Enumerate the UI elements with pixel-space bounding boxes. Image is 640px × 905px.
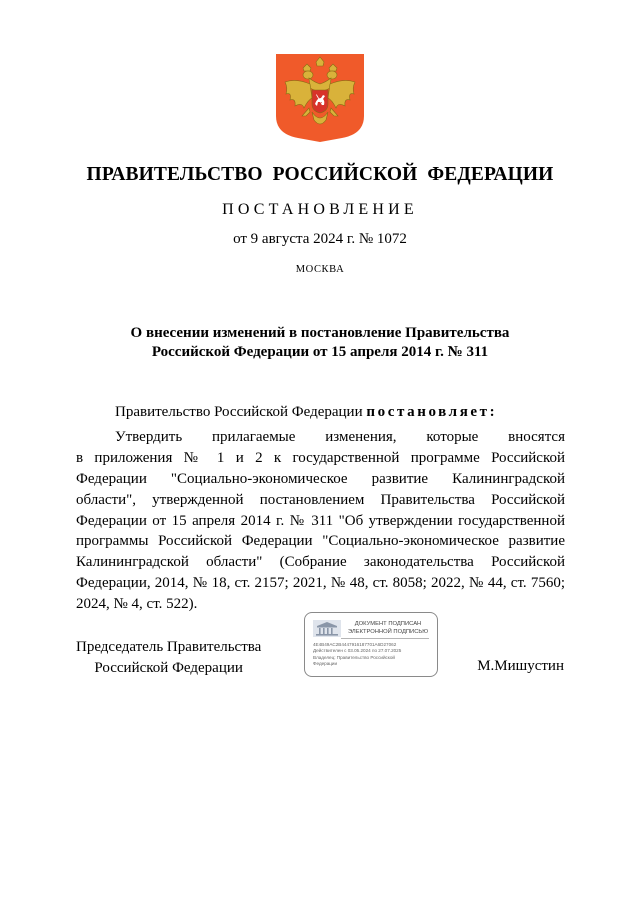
document-subject: [0, 324, 640, 362]
government-building-icon: [313, 620, 341, 637]
stamp-header: [305, 613, 437, 639]
subject-line-1: О внесении изменений в постановление Правительства: [130, 325, 510, 341]
stamp-owner-line-1: Владелец: Правительство Российской: [313, 654, 395, 660]
city-name: МОСКВА: [295, 264, 345, 275]
signer-position-line-2: Российской Федерации: [94, 659, 243, 676]
paragraph-resolution-intro: Правительство Российской Федерации: [115, 404, 367, 420]
body-line: программы Российской Федерации "Социально-экономическое развитие: [76, 533, 565, 550]
document-type: ПОСТАНОВЛЕНИЕ: [222, 201, 418, 218]
electronic-signature-stamp: [304, 612, 438, 677]
coat-of-arms-emblem: [276, 54, 364, 142]
government-title: ПРАВИТЕЛЬСТВО РОССИЙСКОЙ ФЕДЕРАЦИИ: [86, 164, 554, 185]
body-line: Федерации от 15 апреля 2014 г. № 311 "Об утверждении государственной: [76, 512, 565, 529]
stamp-validity: Действителен с 03.05.2024 по 27.07.2025: [313, 648, 402, 654]
document-date-number: от 9 августа 2024 г. № 1072: [233, 231, 407, 247]
stamp-title-line-2: ЭЛЕКТРОННОЙ ПОДПИСЬЮ: [347, 628, 429, 635]
signer-name: М.Мишустин: [477, 658, 564, 674]
stamp-details: [313, 642, 401, 668]
body-line: 2024, № 4, ст. 522).: [76, 596, 198, 613]
body-line: Федерации, 2014, № 18, ст. 2157; 2021, № 48, ст. 8058; 2022, № 44, ст. 7560;: [76, 575, 565, 592]
stamp-owner-line-2: Федерации: [313, 661, 338, 667]
stamp-divider: [341, 638, 429, 639]
double-headed-eagle-icon: [276, 54, 364, 142]
subject-line-2: Российской Федерации от 15 апреля 2014 г. № 311: [151, 344, 489, 360]
paragraph-resolution: [115, 404, 497, 421]
body-line: в приложения № 1 и 2 к государственной программе Российской: [76, 449, 565, 466]
signer-position: [76, 637, 261, 678]
resolution-verb: постановляет:: [366, 404, 498, 420]
stamp-certificate: 4E4B49AC2B4447916187701A6D27062: [313, 642, 397, 647]
body-line: Калининградской области" (Собрание законодательства Российской: [76, 554, 565, 571]
body-line: Федерации "Социально-экономическое развитие Калининградской: [76, 470, 565, 487]
signer-position-line-1: Председатель Правительства: [76, 639, 262, 655]
paragraph-body: [76, 427, 565, 615]
body-line: области", утвержденной постановлением Правительства Российской: [76, 491, 565, 508]
body-line: Утвердить прилагаемые изменения, которые вносятся: [115, 429, 565, 445]
stamp-title-line-1: ДОКУМЕНТ ПОДПИСАН: [354, 621, 422, 627]
